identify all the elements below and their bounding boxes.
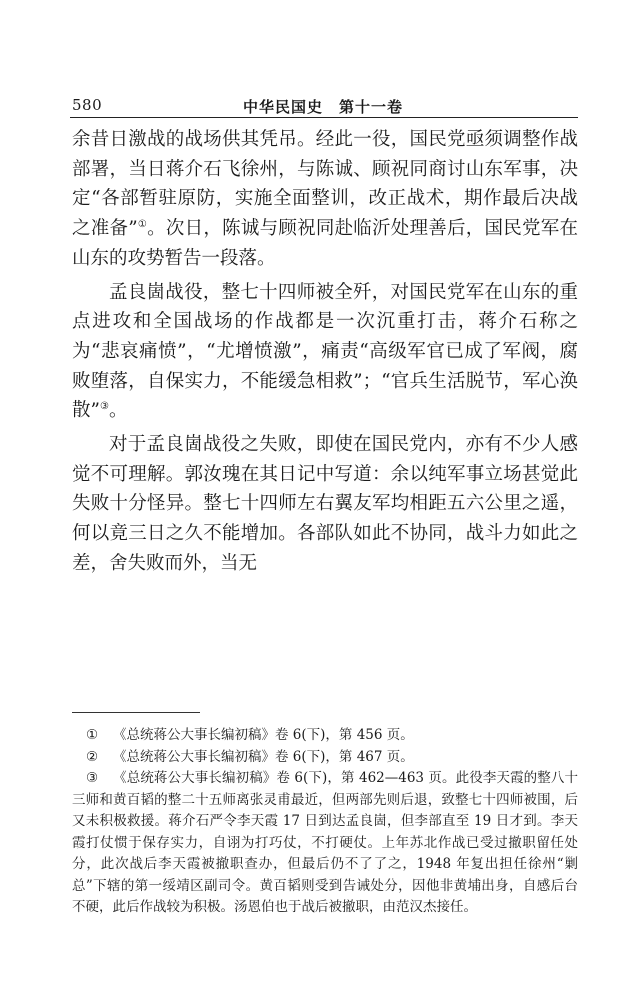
footnote-text: 《总统蒋公大事长编初稿》卷 6(下)，第 462—463 页。此役李天霞的整八十三师和黄百韬的整二十五师离张灵甫最近，但两部先则后退，致整七十四师被围，后又未积极救援。蒋介石严令李天霞 17 日到达孟良崮，但李部直至 19 日才到。李天霞打仗惯于保存实力，自诩为打巧仗，不打硬仗。上年苏北作战已受过撤职留任处分，此次战后李天霞被撤职查办，但最后仍不了了之，1948 年复出担任徐州“剿总”下辖的第一绥靖区副司令。黄百韬则受到告诫处分，因他非黄埔出身，自感后台不硬，此后作战较为积极。汤恩伯也于战后被撤职，由范汉杰接任。 <box>72 770 578 915</box>
footnote-marker: ① <box>86 727 99 743</box>
page-header <box>72 96 574 118</box>
page-number: 580 <box>72 96 103 114</box>
footnote-marker: ③ <box>86 770 99 786</box>
footnote-text: 《总统蒋公大事长编初稿》卷 6(下)，第 456 页。 <box>113 727 414 743</box>
footnote-2 <box>72 747 578 769</box>
paragraph-1-text-continued: 。次日，陈诚与顾祝同赴临沂处理善后，国民党军在山东的攻势暂告一段落。 <box>72 218 578 269</box>
footnote-rule <box>72 712 200 713</box>
footnote-1 <box>72 725 578 747</box>
paragraph-3 <box>72 430 578 579</box>
header-rule <box>70 117 578 118</box>
paragraph-2 <box>72 278 578 427</box>
paragraph-1 <box>72 125 578 274</box>
body-text <box>72 125 578 579</box>
footnotes <box>72 725 578 919</box>
footnote-ref-1: ① <box>137 218 148 230</box>
paragraph-3-text: 对于孟良崮战役之失败，即使在国民党内，亦有不少人感觉不可理解。郭汝瑰在其日记中写道：余以纯军事立场甚觉此失败十分怪异。整七十四师左右翼友军均相距五六公里之遥，何以竟三日之久不能增加。各部队如此不协同，战斗力如此之差，舍失败而外，当无 <box>72 434 578 574</box>
paragraph-2-text-continued: 。 <box>108 400 128 422</box>
paragraph-2-text: 孟良崮战役，整七十四师被全歼，对国民党军在山东的重点进攻和全国战场的作战都是一次沉重打击，蒋介石称之为“悲哀痛愤”，“尤增愤激”，痛责“高级军官已成了军阀，腐败堕落，自保实力，不能缓急相救”；“官兵生活脱节，军心涣散” <box>72 281 578 422</box>
paragraph-1-text: 余昔日激战的战场供其凭吊。经此一役，国民党亟须调整作战部署，当日蒋介石飞徐州，与陈诚、顾祝同商讨山东军事，决定“各部暂驻原防，实施全面整训，改正战术，期作最后决战之准备” <box>72 129 578 240</box>
footnote-ref-2: ③ <box>99 401 109 413</box>
footnote-marker: ② <box>86 748 99 765</box>
footnote-3 <box>72 768 578 919</box>
running-title: 中华民国史 第十一卷 <box>242 98 403 116</box>
footnote-text: 《总统蒋公大事长编初稿》卷 6(下)，第 467 页。 <box>113 748 414 765</box>
